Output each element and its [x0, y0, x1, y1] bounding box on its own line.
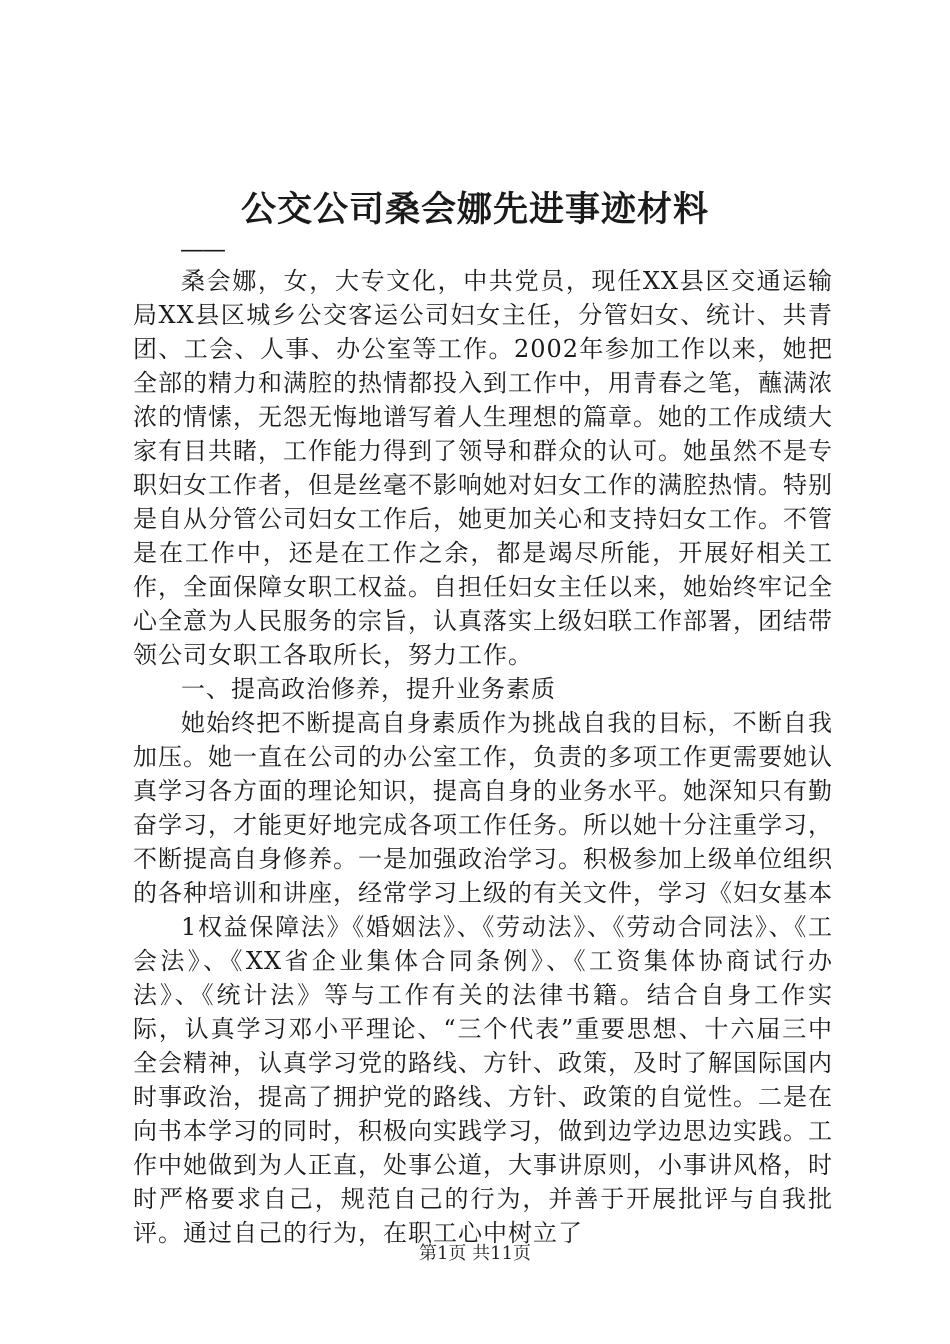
- subtitle-dash: ——: [180, 235, 224, 263]
- document-body: [133, 264, 833, 1250]
- paragraph-intro: 桑会娜，女，大专文化，中共党员，现任XX县区交通运输局XX县区城乡公交客运公司妇女主任，分管妇女、统计、共青团、工会、人事、办公室等工作。2002年参加工作以来，她把全部的精力和满腔的热情都投入到工作中，用青春之笔，蘸满浓浓的情愫，无怨无悔地谱写着人生理想的篇章。她的工作成绩大家有目共睹，工作能力得到了领导和群众的认可。她虽然不是专职妇女工作者，但是丝毫不影响她对妇女工作的满腔热情。特别是自从分管公司妇女工作后，她更加关心和支持妇女工作。不管是在工作中，还是在工作之余，都是竭尽所能，开展好相关工作，全面保障女职工权益。自担任妇女主任以来，她始终牢记全心全意为人民服务的宗旨，认真落实上级妇联工作部署，团结带领公司女职工各取所长，努力工作。: [133, 267, 833, 669]
- paragraph-laws: 1权益保障法》《婚姻法》、《劳动法》、《劳动合同法》、《工会法》、《XX省企业集体合同条例》、《工资集体协商试行办法》、《统计法》等与工作有关的法律书籍。结合自身工作实际，认真学习邓小平理论、“三个代表”重要思想、十六届三中全会精神，认真学习党的路线、方针、政策，及时了解国际国内时事政治，提高了拥护党的路线、方针、政策的自觉性。二是在向书本学习的同时，积极向实践学习，做到边学边思边实践。工作中她做到为人正直，处事公道，大事讲原则，小事讲风格，时时严格要求自己，规范自己的行为，并善于开展批评与自我批评。通过自己的行为，在职工心中树立了: [133, 913, 833, 1247]
- paragraph-study: 她始终把不断提高自身素质作为挑战自我的目标，不断自我加压。她一直在公司的办公室工作，负责的多项工作更需要她认真学习各方面的理论知识，提高自身的业务水平。她深知只有勤奋学习，才能更好地完成各项工作任务。所以她十分注重学习，不断提高自身修养。一是加强政治学习。积极参加上级单位组织的各种培训和讲座，经常学习上级的有关文件，学习《妇女基本: [133, 709, 833, 907]
- section-heading: 一、提高政治修养，提升业务素质: [181, 675, 556, 703]
- page-footer: 第1页 共11页: [418, 1243, 532, 1264]
- document-title: 公交公司桑会娜先进事迹材料: [240, 189, 709, 230]
